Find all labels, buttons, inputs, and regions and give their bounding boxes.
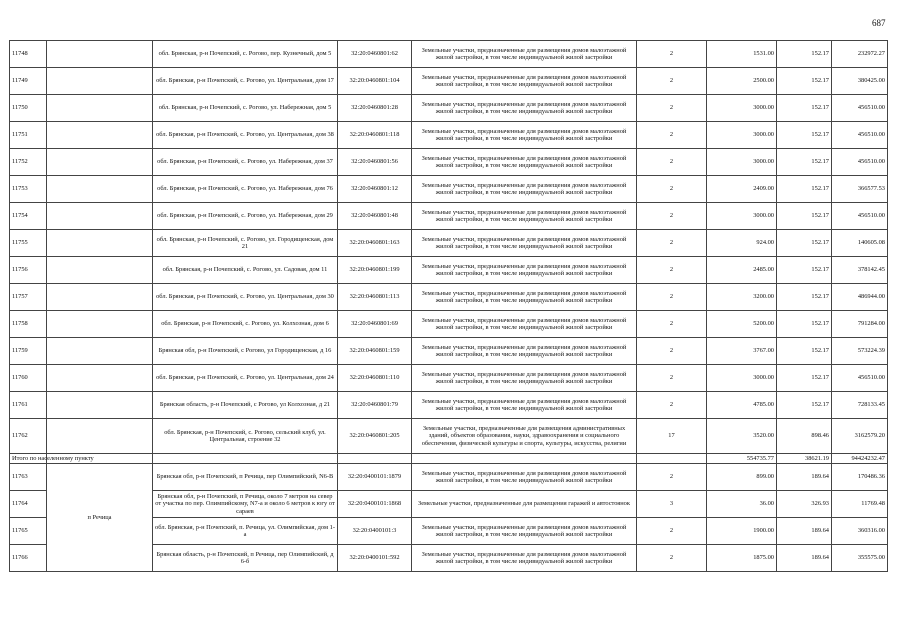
area-cell: 3000.00 <box>707 149 777 176</box>
land-use-cell: Земельные участки, предназначенные для размещения домов малоэтажной жилой застройки, в том числе индивидуальной жилой застройки <box>412 68 637 95</box>
cadastral-number-cell: 32:20:0460801:69 <box>338 311 412 338</box>
total-rate: 38621.19 <box>777 454 832 464</box>
address-cell: Брянская область, р-н Почепский, п Речица, пер Олимпийский, д 6-б <box>153 545 338 572</box>
area-cell: 36.00 <box>707 491 777 518</box>
land-use-cell: Земельные участки, предназначенные для размещения домов малоэтажной жилой застройки, в том числе индивидуальной жилой застройки <box>412 122 637 149</box>
table-row <box>10 257 888 284</box>
area-cell: 3000.00 <box>707 122 777 149</box>
land-use-cell: Земельные участки, предназначенные для размещения домов малоэтажной жилой застройки, в том числе индивидуальной жилой застройки <box>412 464 637 491</box>
table-row <box>10 311 888 338</box>
blank-cell <box>47 338 153 365</box>
rate-cell: 152.17 <box>777 149 832 176</box>
total-row <box>10 454 888 464</box>
cadastral-value-cell: 380425.00 <box>832 68 888 95</box>
cadastral-number-cell: 32:20:0460801:199 <box>338 257 412 284</box>
table-body-total <box>10 454 888 464</box>
land-use-cell: Земельные участки, предназначенные для размещения домов малоэтажной жилой застройки, в том числе индивидуальной жилой застройки <box>412 545 637 572</box>
cadastral-number-cell: 32:20:0460801:62 <box>338 41 412 68</box>
rate-cell: 189.64 <box>777 464 832 491</box>
rate-cell: 152.17 <box>777 95 832 122</box>
group-cell: 2 <box>637 365 707 392</box>
page-number: 687 <box>872 18 886 28</box>
cadastral-number-cell: 32:20:0460801:110 <box>338 365 412 392</box>
cadastral-value-cell: 573224.39 <box>832 338 888 365</box>
rate-cell: 326.93 <box>777 491 832 518</box>
land-use-cell: Земельные участки, предназначенные для размещения домов малоэтажной жилой застройки, в том числе индивидуальной жилой застройки <box>412 311 637 338</box>
row-number: 11759 <box>10 338 47 365</box>
address-cell: Брянская область, р-н Почепский, с Рогово, ул Колхозная, д 21 <box>153 392 338 419</box>
rate-cell: 152.17 <box>777 68 832 95</box>
rate-cell: 152.17 <box>777 365 832 392</box>
group-cell: 2 <box>637 203 707 230</box>
area-cell: 2485.00 <box>707 257 777 284</box>
cadastral-value-cell: 140605.08 <box>832 230 888 257</box>
table-row <box>10 95 888 122</box>
table-body-rechitsa <box>10 464 888 572</box>
group-cell: 2 <box>637 338 707 365</box>
cadastral-number-cell: 32:20:0460801:113 <box>338 284 412 311</box>
row-number: 11751 <box>10 122 47 149</box>
table-body-rogovo <box>10 41 888 454</box>
land-use-cell: Земельные участки, предназначенные для размещения домов малоэтажной жилой застройки, в том числе индивидуальной жилой застройки <box>412 203 637 230</box>
row-number: 11753 <box>10 176 47 203</box>
blank-cell <box>47 230 153 257</box>
rate-cell: 152.17 <box>777 257 832 284</box>
cadastral-number-cell: 32:20:0460801:56 <box>338 149 412 176</box>
table-row <box>10 464 888 491</box>
row-number: 11752 <box>10 149 47 176</box>
row-number: 11756 <box>10 257 47 284</box>
address-cell: обл. Брянская, р-н Почепский, с. Рогово, ул. Набережная, дом 76 <box>153 176 338 203</box>
table-row <box>10 392 888 419</box>
total-area: 554735.77 <box>707 454 777 464</box>
land-use-cell: Земельные участки, предназначенные для размещения домов малоэтажной жилой застройки, в том числе индивидуальной жилой застройки <box>412 41 637 68</box>
area-cell: 3000.00 <box>707 365 777 392</box>
address-cell: обл. Брянская, р-н Почепский, с. Рогово, ул. Центральная, дом 24 <box>153 365 338 392</box>
row-number: 11749 <box>10 68 47 95</box>
address-cell: обл. Брянская, р-н Почепский, с. Рогово, ул. Набережная, дом 29 <box>153 203 338 230</box>
land-use-cell: Земельные участки, предназначенные для размещения административных зданий, объектов образования, науки, здравоохранения и социального обеспечения, физической культуры и спорта, культуры, искусства, религии <box>412 419 637 454</box>
address-cell: Брянская обл, р-н Почепский, п Речица, около 7 метров на север от участка по пер. Олимпийскому, N7-а и около 6 метров к югу от сараев <box>153 491 338 518</box>
area-cell: 5200.00 <box>707 311 777 338</box>
area-cell: 3000.00 <box>707 203 777 230</box>
blank-cell <box>47 311 153 338</box>
blank-cell <box>47 95 153 122</box>
row-number: 11758 <box>10 311 47 338</box>
group-cell: 2 <box>637 518 707 545</box>
land-use-cell: Земельные участки, предназначенные для размещения домов малоэтажной жилой застройки, в том числе индивидуальной жилой застройки <box>412 95 637 122</box>
rate-cell: 152.17 <box>777 338 832 365</box>
land-use-cell: Земельные участки, предназначенные для размещения домов малоэтажной жилой застройки, в том числе индивидуальной жилой застройки <box>412 338 637 365</box>
group-cell: 2 <box>637 392 707 419</box>
table-row <box>10 68 888 95</box>
rate-cell: 152.17 <box>777 41 832 68</box>
cadastral-number-cell: 32:20:0400101:1868 <box>338 491 412 518</box>
cadastral-value-cell: 728133.45 <box>832 392 888 419</box>
row-number: 11755 <box>10 230 47 257</box>
cadastral-number-cell: 32:20:0460801:205 <box>338 419 412 454</box>
table-row <box>10 41 888 68</box>
blank-cell <box>47 392 153 419</box>
rate-cell: 152.17 <box>777 311 832 338</box>
cadastral-value-cell: 170486.36 <box>832 464 888 491</box>
rate-cell: 152.17 <box>777 230 832 257</box>
table-row <box>10 284 888 311</box>
group-cell: 2 <box>637 41 707 68</box>
blank-cell <box>47 419 153 454</box>
row-number: 11757 <box>10 284 47 311</box>
address-cell: Брянская обл, р-н Почепский, с Рогово, ул Городищенская, д 16 <box>153 338 338 365</box>
rate-cell: 152.17 <box>777 122 832 149</box>
group-cell: 2 <box>637 284 707 311</box>
cadastral-number-cell: 32:20:0460801:118 <box>338 122 412 149</box>
cadastral-value-cell: 355575.00 <box>832 545 888 572</box>
address-cell: обл. Брянская, р-н Почепский, с. Рогово, ул. Центральная, дом 30 <box>153 284 338 311</box>
land-use-cell: Земельные участки, предназначенные для размещения гаражей и автостоянок <box>412 491 637 518</box>
land-use-cell: Земельные участки, предназначенные для размещения домов малоэтажной жилой застройки, в том числе индивидуальной жилой застройки <box>412 176 637 203</box>
cadastral-value-cell: 456510.00 <box>832 365 888 392</box>
row-number: 11764 <box>10 491 47 518</box>
address-cell: обл. Брянская, р-н Почепский, с. Рогово, пер. Кузнечный, дом 5 <box>153 41 338 68</box>
address-cell: обл. Брянская, р-н Почепский, с. Рогово, ул. Городищенская, дом 21 <box>153 230 338 257</box>
rate-cell: 189.64 <box>777 518 832 545</box>
area-cell: 4785.00 <box>707 392 777 419</box>
land-use-cell: Земельные участки, предназначенные для размещения домов малоэтажной жилой застройки, в том числе индивидуальной жилой застройки <box>412 284 637 311</box>
group-cell: 2 <box>637 311 707 338</box>
row-number: 11765 <box>10 518 47 545</box>
address-cell: обл. Брянская, р-н Почепский, с. Рогово, ул. Колхозная, дом 6 <box>153 311 338 338</box>
rate-cell: 189.64 <box>777 545 832 572</box>
group-cell: 2 <box>637 122 707 149</box>
rate-cell: 152.17 <box>777 284 832 311</box>
group-cell: 2 <box>637 176 707 203</box>
cadastral-number-cell: 32:20:0460801:28 <box>338 95 412 122</box>
row-number: 11754 <box>10 203 47 230</box>
table-row <box>10 365 888 392</box>
table-row <box>10 419 888 454</box>
cadastral-value-cell: 456510.00 <box>832 203 888 230</box>
cadastral-value-cell: 11769.48 <box>832 491 888 518</box>
blank-cell <box>47 365 153 392</box>
blank-cell <box>47 203 153 230</box>
cadastral-value-cell: 3162579.20 <box>832 419 888 454</box>
row-number: 11750 <box>10 95 47 122</box>
cadastral-number-cell: 32:20:0460801:79 <box>338 392 412 419</box>
blank-cell <box>47 41 153 68</box>
cadastral-number-cell: 32:20:0460801:163 <box>338 230 412 257</box>
row-number: 11763 <box>10 464 47 491</box>
land-use-cell: Земельные участки, предназначенные для размещения домов малоэтажной жилой застройки, в том числе индивидуальной жилой застройки <box>412 257 637 284</box>
cadastral-number-cell: 32:20:0460801:12 <box>338 176 412 203</box>
area-cell: 1531.00 <box>707 41 777 68</box>
total-label: Итого по населенному пункту <box>10 454 47 464</box>
cadastral-value-cell: 456510.00 <box>832 149 888 176</box>
table-row <box>10 176 888 203</box>
row-number: 11748 <box>10 41 47 68</box>
group-cell: 2 <box>637 68 707 95</box>
cadastral-value-cell: 378142.45 <box>832 257 888 284</box>
rate-cell: 152.17 <box>777 392 832 419</box>
address-cell: Брянская обл, р-н Почепский, п Речица, пер Олимпийский, N6-В <box>153 464 338 491</box>
address-cell: обл. Брянская, р-н Почепский, с. Рогово, ул. Садовая, дом 11 <box>153 257 338 284</box>
blank-cell <box>47 176 153 203</box>
area-cell: 3520.00 <box>707 419 777 454</box>
group-cell: 2 <box>637 464 707 491</box>
blank-cell <box>47 122 153 149</box>
area-cell: 924.00 <box>707 230 777 257</box>
row-number: 11766 <box>10 545 47 572</box>
area-cell: 3000.00 <box>707 95 777 122</box>
cadastral-number-cell: 32:20:0460801:48 <box>338 203 412 230</box>
address-cell: обл. Брянская, р-н Почепский, п. Речица, ул. Олимпийская, дом 1-а <box>153 518 338 545</box>
address-cell: обл. Брянская, р-н Почепский, с. Рогово, ул. Набережная, дом 5 <box>153 95 338 122</box>
row-number: 11761 <box>10 392 47 419</box>
land-use-cell: Земельные участки, предназначенные для размещения домов малоэтажной жилой застройки, в том числе индивидуальной жилой застройки <box>412 149 637 176</box>
address-cell: обл. Брянская, р-н Почепский, с. Рогово, сельский клуб, ул. Центральная, строение 32 <box>153 419 338 454</box>
land-use-cell: Земельные участки, предназначенные для размещения домов малоэтажной жилой застройки, в том числе индивидуальной жилой застройки <box>412 518 637 545</box>
cadastral-value-cell: 360316.00 <box>832 518 888 545</box>
rate-cell: 152.17 <box>777 203 832 230</box>
table-row <box>10 230 888 257</box>
table-row <box>10 203 888 230</box>
cadastral-value-cell: 232972.27 <box>832 41 888 68</box>
group-cell: 2 <box>637 545 707 572</box>
cadastral-value-cell: 456510.00 <box>832 95 888 122</box>
address-cell: обл. Брянская, р-н Почепский, с. Рогово, ул. Центральная, дом 17 <box>153 68 338 95</box>
land-use-cell: Земельные участки, предназначенные для размещения домов малоэтажной жилой застройки, в том числе индивидуальной жилой застройки <box>412 365 637 392</box>
land-use-cell: Земельные участки, предназначенные для размещения домов малоэтажной жилой застройки, в том числе индивидуальной жилой застройки <box>412 392 637 419</box>
area-cell: 3200.00 <box>707 284 777 311</box>
cadastral-value-cell: 486944.00 <box>832 284 888 311</box>
group-cell: 3 <box>637 491 707 518</box>
place-label: п Речица <box>47 464 153 572</box>
group-cell: 17 <box>637 419 707 454</box>
area-cell: 3767.00 <box>707 338 777 365</box>
total-value: 94424232.47 <box>832 454 888 464</box>
cadastral-value-cell: 791284.00 <box>832 311 888 338</box>
rate-cell: 152.17 <box>777 176 832 203</box>
table-row <box>10 338 888 365</box>
land-use-cell: Земельные участки, предназначенные для размещения домов малоэтажной жилой застройки, в том числе индивидуальной жилой застройки <box>412 230 637 257</box>
rate-cell: 898.46 <box>777 419 832 454</box>
blank-cell <box>47 68 153 95</box>
cadastral-number-cell: 32:20:0460801:104 <box>338 68 412 95</box>
area-cell: 2409.00 <box>707 176 777 203</box>
address-cell: обл. Брянская, р-н Почепский, с. Рогово, ул. Центральная, дом 38 <box>153 122 338 149</box>
cadastral-number-cell: 32:20:0400101:1879 <box>338 464 412 491</box>
group-cell: 2 <box>637 95 707 122</box>
group-cell: 2 <box>637 230 707 257</box>
cadastral-number-cell: 32:20:0460801:159 <box>338 338 412 365</box>
area-cell: 2500.00 <box>707 68 777 95</box>
group-cell: 2 <box>637 257 707 284</box>
cadastral-number-cell: 32:20:0400101:592 <box>338 545 412 572</box>
cadastral-value-cell: 366577.53 <box>832 176 888 203</box>
blank-cell <box>47 257 153 284</box>
table-row <box>10 149 888 176</box>
row-number: 11762 <box>10 419 47 454</box>
row-number: 11760 <box>10 365 47 392</box>
cadastral-number-cell: 32:20:0400101:3 <box>338 518 412 545</box>
area-cell: 1900.00 <box>707 518 777 545</box>
group-cell: 2 <box>637 149 707 176</box>
area-cell: 899.00 <box>707 464 777 491</box>
cadastral-value-cell: 456510.00 <box>832 122 888 149</box>
address-cell: обл. Брянская, р-н Почепский, с. Рогово, ул. Набережная, дом 37 <box>153 149 338 176</box>
blank-cell <box>47 284 153 311</box>
table-row <box>10 122 888 149</box>
area-cell: 1875.00 <box>707 545 777 572</box>
land-registry-table <box>9 40 888 572</box>
blank-cell <box>47 149 153 176</box>
